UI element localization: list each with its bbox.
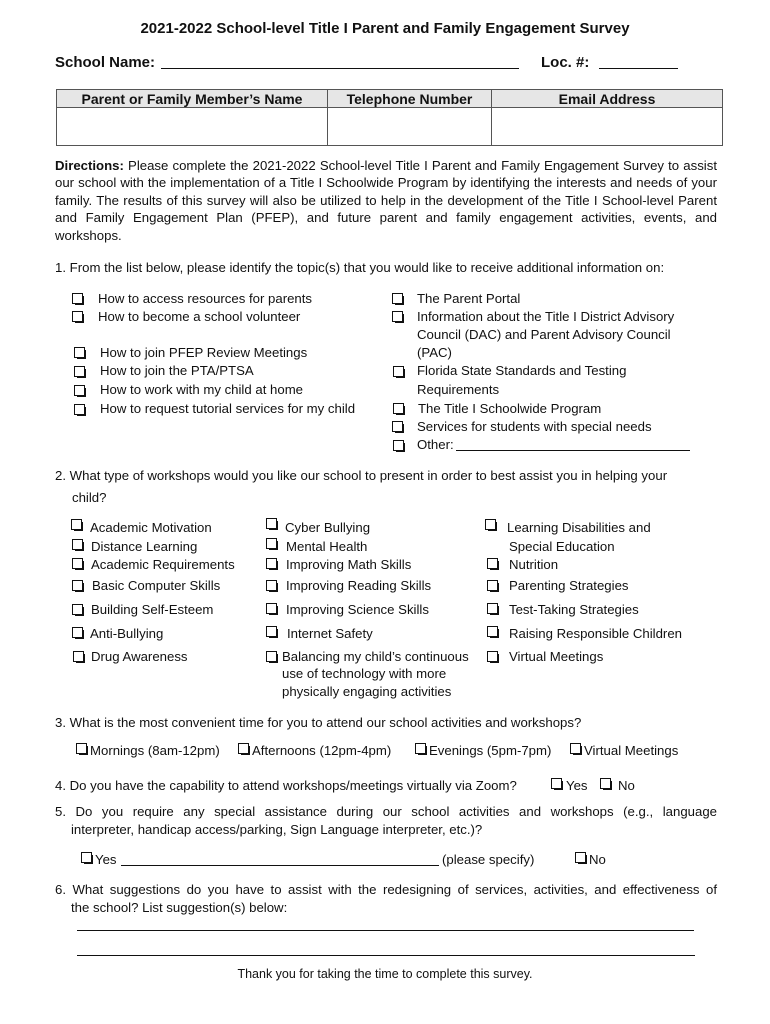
q1-option: Services for students with special needs bbox=[417, 419, 652, 434]
workshop-option: Mental Health bbox=[286, 539, 368, 554]
q1-option-continued: (PAC) bbox=[417, 345, 452, 360]
checkbox-icon[interactable] bbox=[266, 651, 277, 662]
workshop-option-continued: use of technology with more bbox=[282, 666, 447, 681]
q1-option: How to join PFEP Review Meetings bbox=[100, 345, 308, 360]
checkbox-icon[interactable] bbox=[392, 421, 403, 432]
q1-option: How to request tutorial services for my child bbox=[100, 401, 356, 416]
question-3: 3. What is the most convenient time for you to attend our school activities and workshops? bbox=[55, 715, 582, 730]
workshop-option: Cyber Bullying bbox=[285, 520, 371, 535]
footer-thanks: Thank you for taking the time to complete this survey. bbox=[237, 967, 533, 981]
checkbox-icon[interactable] bbox=[393, 403, 404, 414]
contact-table bbox=[56, 89, 723, 146]
workshop-option: Building Self-Esteem bbox=[91, 602, 214, 617]
checkbox-icon[interactable] bbox=[551, 778, 562, 789]
q1-option: The Parent Portal bbox=[417, 291, 521, 306]
checkbox-icon[interactable] bbox=[72, 558, 83, 569]
checkbox-icon[interactable] bbox=[266, 558, 277, 569]
workshop-option: Basic Computer Skills bbox=[92, 578, 221, 593]
checkbox-icon[interactable] bbox=[72, 293, 83, 304]
checkbox-icon[interactable] bbox=[575, 852, 586, 863]
q5-yes-label: Yes bbox=[95, 852, 117, 867]
workshop-option: Drug Awareness bbox=[91, 649, 188, 664]
suggestion-line[interactable] bbox=[77, 930, 694, 931]
q1-option-continued: Requirements bbox=[417, 382, 500, 397]
checkbox-icon[interactable] bbox=[392, 311, 403, 322]
directions-text: Please complete the 2021-2022 School-level Title I Parent and Family Engagement Survey to assist our school with the implementation of a Title I Schoolwide Program by identifying the interests and needs of your family. The results of this survey will also be utilized to help in the development of the Title I School-level Parent and Family Engagement Plan (PFEP), and future parent and family engagement activities, events, and workshops. bbox=[55, 158, 717, 243]
q5-no-label: No bbox=[589, 852, 606, 867]
checkbox-icon[interactable] bbox=[487, 558, 498, 569]
q1-option: How to work with my child at home bbox=[100, 382, 304, 397]
directions-label: Directions: bbox=[55, 158, 124, 173]
checkbox-icon[interactable] bbox=[393, 366, 404, 377]
workshop-option: Raising Responsible Children bbox=[509, 626, 682, 641]
checkbox-icon[interactable] bbox=[76, 743, 87, 754]
workshop-option: Balancing my child’s continuous bbox=[282, 649, 469, 664]
q1-option-continued: Council (DAC) and Parent Advisory Council bbox=[417, 327, 671, 342]
checkbox-icon[interactable] bbox=[600, 778, 611, 789]
time-option: Mornings (8am-12pm) bbox=[90, 743, 220, 758]
workshop-option: Virtual Meetings bbox=[509, 649, 604, 664]
q5-specify-label: (please specify) bbox=[442, 852, 535, 867]
workshop-option: Academic Motivation bbox=[90, 520, 212, 535]
loc-field[interactable] bbox=[599, 54, 678, 69]
suggestion-line[interactable] bbox=[77, 955, 695, 956]
question-4: 4. Do you have the capability to attend workshops/meetings virtually via Zoom? bbox=[55, 778, 517, 793]
checkbox-icon[interactable] bbox=[487, 603, 498, 614]
checkbox-icon[interactable] bbox=[72, 580, 83, 591]
question-6-continued: the school? List suggestion(s) below: bbox=[71, 900, 288, 915]
workshop-option: Internet Safety bbox=[287, 626, 373, 641]
workshop-option: Improving Science Skills bbox=[286, 602, 429, 617]
checkbox-icon[interactable] bbox=[392, 293, 403, 304]
name-header: Parent or Family Member’s Name bbox=[57, 90, 328, 108]
workshop-option-continued: Special Education bbox=[509, 539, 615, 554]
q4-yes-label: Yes bbox=[566, 778, 588, 793]
checkbox-icon[interactable] bbox=[266, 626, 277, 637]
workshop-option: Learning Disabilities and bbox=[507, 520, 651, 535]
checkbox-icon[interactable] bbox=[72, 604, 83, 615]
checkbox-icon[interactable] bbox=[74, 366, 85, 377]
question-6: 6. What suggestions do you have to assist with the redesigning of services, activities, and effectiveness of bbox=[55, 882, 717, 897]
school-name-field[interactable] bbox=[161, 54, 519, 69]
directions-paragraph bbox=[55, 157, 717, 244]
question-5: 5. Do you require any special assistance during our school activities and workshops (e.g., language bbox=[55, 804, 717, 819]
checkbox-icon[interactable] bbox=[487, 626, 498, 637]
q1-option: How to become a school volunteer bbox=[98, 309, 301, 324]
q1-option: How to access resources for parents bbox=[98, 291, 313, 306]
checkbox-icon[interactable] bbox=[487, 580, 498, 591]
specify-blank[interactable] bbox=[121, 853, 439, 866]
q4-no-label: No bbox=[618, 778, 635, 793]
time-option: Virtual Meetings bbox=[584, 743, 679, 758]
phone-input-cell[interactable] bbox=[328, 108, 492, 146]
q1-option: Florida State Standards and Testing bbox=[417, 363, 627, 378]
workshop-option: Anti-Bullying bbox=[90, 626, 164, 641]
checkbox-icon[interactable] bbox=[81, 852, 92, 863]
checkbox-icon[interactable] bbox=[266, 518, 277, 529]
checkbox-icon[interactable] bbox=[238, 743, 249, 754]
email-input-cell[interactable] bbox=[492, 108, 723, 146]
loc-label: Loc. #: bbox=[541, 54, 590, 71]
page-title: 2021-2022 School-level Title I Parent and Family Engagement Survey bbox=[140, 20, 630, 37]
checkbox-icon[interactable] bbox=[266, 538, 277, 549]
checkbox-icon[interactable] bbox=[485, 519, 496, 530]
workshop-option: Improving Math Skills bbox=[286, 557, 412, 572]
checkbox-icon[interactable] bbox=[72, 627, 83, 638]
workshop-option-continued: physically engaging activities bbox=[282, 684, 452, 699]
other-blank[interactable] bbox=[456, 438, 690, 451]
checkbox-icon[interactable] bbox=[415, 743, 426, 754]
q1-option: Other: bbox=[417, 437, 454, 452]
name-input-cell[interactable] bbox=[57, 108, 328, 146]
workshop-option: Improving Reading Skills bbox=[286, 578, 432, 593]
checkbox-icon[interactable] bbox=[72, 539, 83, 550]
workshop-option: Parenting Strategies bbox=[509, 578, 629, 593]
question-5-continued: interpreter, handicap access/parking, Sign Language interpreter, etc.)? bbox=[71, 822, 483, 837]
q1-option: How to join the PTA/PTSA bbox=[100, 363, 254, 378]
school-name-label: School Name: bbox=[55, 54, 156, 71]
question-1: 1. From the list below, please identify the topic(s) that you would like to receive additional information on: bbox=[55, 260, 665, 275]
checkbox-icon[interactable] bbox=[393, 440, 404, 451]
q1-option: Information about the Title I District Advisory bbox=[417, 309, 675, 324]
workshop-option: Academic Requirements bbox=[91, 557, 235, 572]
question-2-continued: child? bbox=[72, 490, 107, 505]
workshop-option: Distance Learning bbox=[91, 539, 198, 554]
q1-option: The Title I Schoolwide Program bbox=[418, 401, 602, 416]
phone-header: Telephone Number bbox=[328, 90, 492, 108]
checkbox-icon[interactable] bbox=[74, 385, 85, 396]
checkbox-icon[interactable] bbox=[74, 404, 85, 415]
checkbox-icon[interactable] bbox=[71, 519, 82, 530]
checkbox-icon[interactable] bbox=[73, 651, 84, 662]
checkbox-icon[interactable] bbox=[72, 311, 83, 322]
checkbox-icon[interactable] bbox=[266, 603, 277, 614]
time-option: Evenings (5pm-7pm) bbox=[429, 743, 552, 758]
workshop-option: Nutrition bbox=[509, 557, 559, 572]
checkbox-icon[interactable] bbox=[266, 580, 277, 591]
checkbox-icon[interactable] bbox=[487, 651, 498, 662]
question-2: 2. What type of workshops would you like our school to present in order to best assist you in helping your bbox=[55, 468, 668, 483]
time-option: Afternoons (12pm-4pm) bbox=[252, 743, 392, 758]
checkbox-icon[interactable] bbox=[570, 743, 581, 754]
email-header: Email Address bbox=[492, 90, 723, 108]
checkbox-icon[interactable] bbox=[74, 347, 85, 358]
workshop-option: Test-Taking Strategies bbox=[509, 602, 639, 617]
